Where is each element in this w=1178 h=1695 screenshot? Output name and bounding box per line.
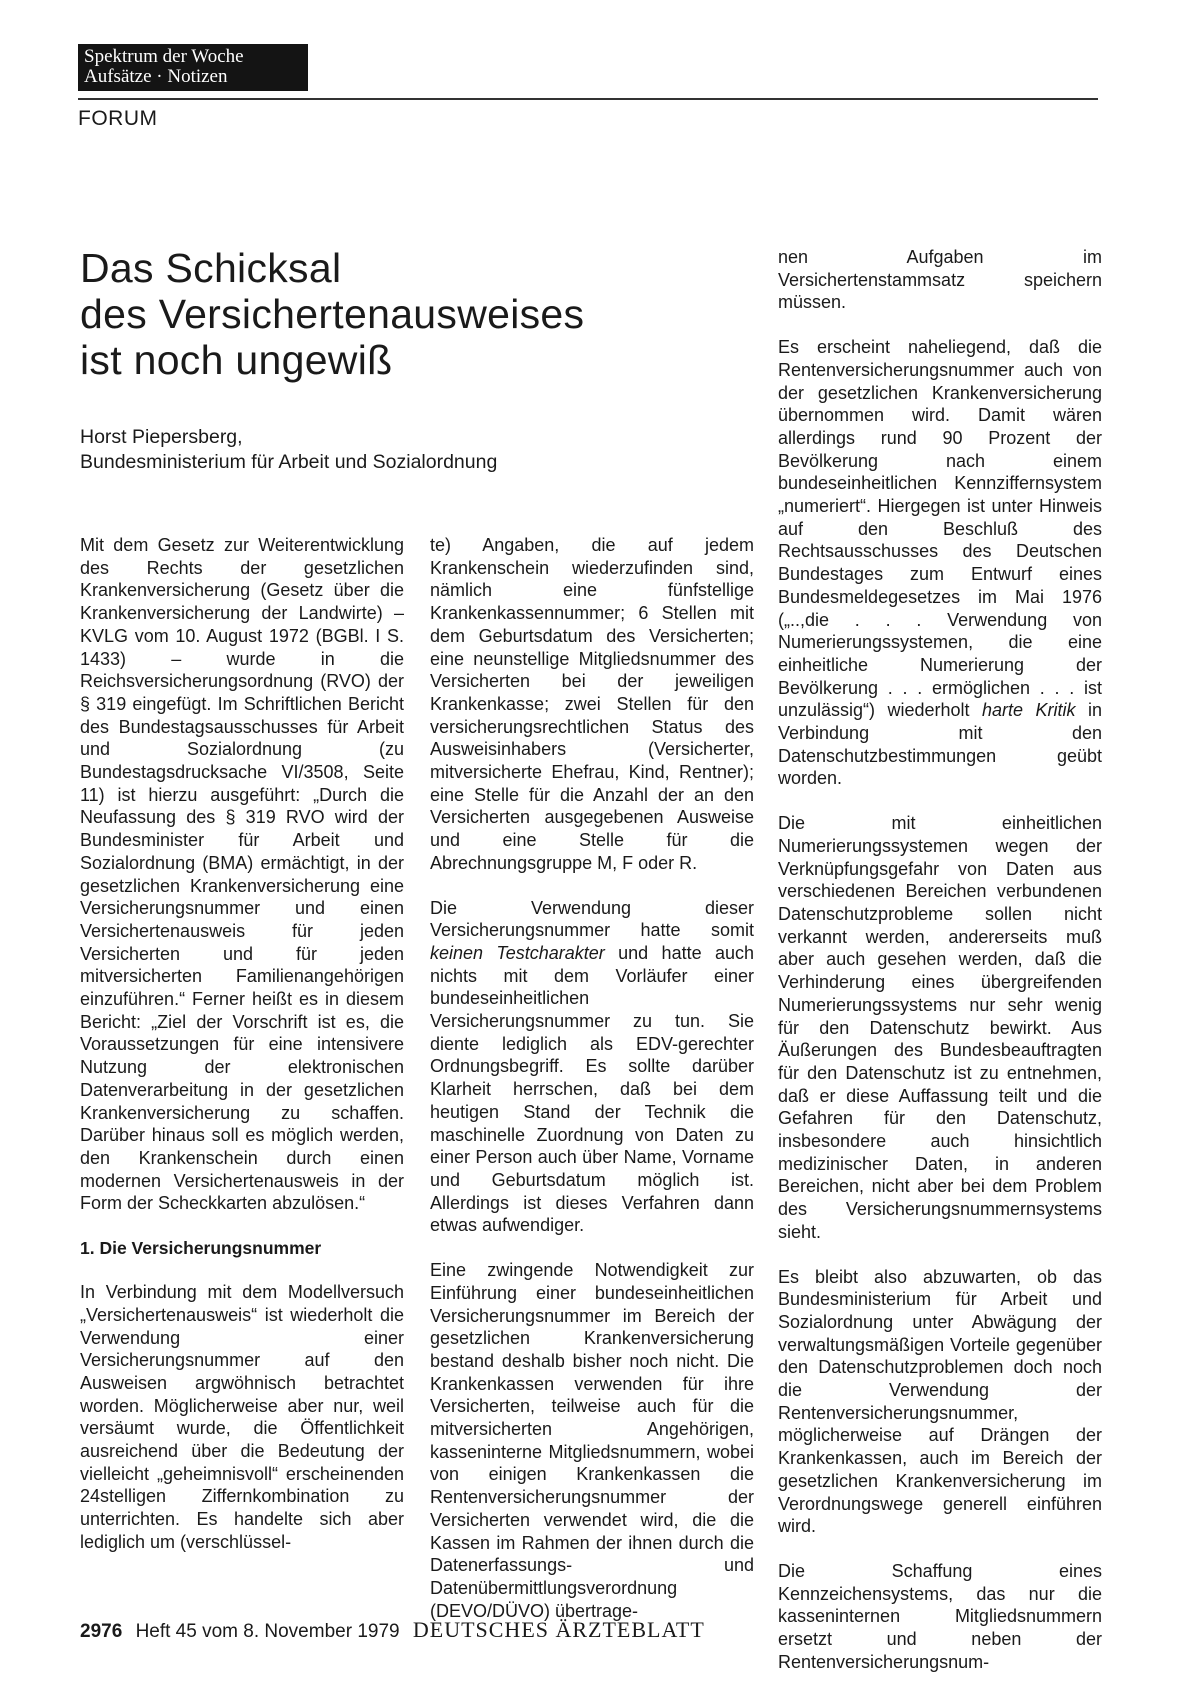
author-affiliation: Bundesministerium für Arbeit und Sozialordnung — [80, 451, 498, 473]
text-run: Die Verwendung dieser Versicherungsnummer hatte somit — [430, 897, 754, 941]
page-footer — [80, 1617, 705, 1643]
journal-name: DEUTSCHES ÄRZTEBLATT — [412, 1617, 705, 1642]
paragraph — [778, 336, 1102, 790]
text-run: in Verbindung mit den Datenschutzbestimmungen geübt worden. — [778, 700, 1103, 789]
column-2 — [430, 534, 754, 1644]
paragraph: Es bleibt also abzuwarten, ob das Bundesministerium für Arbeit und Sozialordnung unter Abwägung der verwaltungsmäßigen Vorteile gegenüber den Datenschutzproblemen doch noch die Verwendung der Rentenversicherungsnummer, möglicherweise auf Drängen der Krankenkassen, auch im Bereich der gesetzlichen Krankenversicherung im Verordnungswege generell einführen wird. — [778, 1266, 1102, 1537]
paragraph: In Verbindung mit dem Modellversuch „Versichertenausweis“ ist wiederholt die Verwendung einer Versicherungsnummer auf den Ausweisen argwöhnisch betrachtet worden. Möglicherweise aber nur, weil versäumt wurde, die Öffentlichkeit ausreichend über die Bedeutung der vielleicht „geheimnisvoll“ erscheinenden 24stelligen Ziffernkombination zu unterrichten. Es handelte sich aber lediglich um (verschlüssel- — [80, 1282, 404, 1552]
header-rule — [78, 98, 1098, 100]
emphasis: harte Kritik — [982, 700, 1076, 721]
section-header-box — [78, 44, 308, 91]
author-block — [80, 425, 497, 475]
title-line-2: des Versichertenausweises — [80, 291, 585, 337]
emphasis: keinen Testcharakter — [430, 942, 605, 963]
paragraph: Mit dem Gesetz zur Weiterentwicklung des Rechts der gesetzlichen Krankenversicherung (Gesetz über die Krankenversicherung der Landwirte) – KVLG vom 10. August 1972 (BGBl. I S. 1433) – wurde in die Reichsversicherungsordnung (RVO) der § 319 eingefügt. Im Schriftlichen Bericht des Bundestagsausschusses für Arbeit und Sozialordnung (zu Bundestagsdrucksache VI/3508, Seite 11) ist hierzu ausgeführt: „Durch die Neufassung des § 319 RVO wird der Bundesminister für Arbeit und Sozialordnung (BMA) ermächtigt, in der gesetzlichen Krankenversicherung eine Versicherungsnummer und einen Versichertenausweis für jeden Versicherten und für jeden mitversicherten Familienangehörigen einzuführen.“ Ferner heißt es in diesem Bericht: „Ziel der Vorschrift ist es, die Voraussetzungen für eine intensivere Nutzung der elektronischen Datenverarbeitung in der gesetzlichen Krankenversicherung zu schaffen. Darüber hinaus soll es möglich werden, den Krankenschein durch einen modernen Versichertenausweis in der Form der Scheckkarten abzulösen.“ — [80, 535, 404, 1214]
paragraph: Die Schaffung eines Kennzeichensystems, das nur die kasseninternen Mitgliedsnummern ersetzt und neben der Rentenversicherungsnum- — [778, 1560, 1102, 1672]
text-run: Es erscheint naheliegend, daß die Rentenversicherungsnummer auch von der gesetzlichen Krankenversicherung übernommen wird. Damit wären allerdings rund 90 Prozent der Bevölkerung nach einem bundeseinheitlichen Kennziffernsystem „numeriert“. Hiergegen ist unter Hinweis auf den Beschluß des Rechtsausschusses des Deutschen Bundestages zum Entwurf eines Bundesmeldegesetzes im Mai 1976 („..,die . . . Verwendung von Numerierungssystemen, die eine einheitliche Numerierung der Bevölkerung . . . ermöglichen . . . ist unzulässig“) wiederholt — [778, 337, 1102, 721]
title-line-1: Das Schicksal — [80, 245, 342, 291]
paragraph: te) Angaben, die auf jedem Krankenschein wiederzufinden sind, nämlich eine fünfstellige Krankenkassennummer; 6 Stellen mit dem Geburtsdatum des Versicherten; eine neunstellige Mitgliedsnummer des Versicherten bei der jeweiligen Krankenkasse; zwei Stellen für den versicherungsrechtlichen Status des Ausweisinhabers (Versicherter, mitversicherte Ehefrau, Kind, Rentner); eine Stelle für die Anzahl der an den Versicherten ausgegebenen Ausweise und eine Stelle für die Abrechnungsgruppe M, F oder R. — [430, 535, 754, 873]
paragraph: Eine zwingende Notwendigkeit zur Einführung einer bundeseinheitlichen Versicherungsnummer im Bereich der gesetzlichen Krankenversicherung bestand deshalb bisher noch nicht. Die Krankenkassen verwenden für ihre Versicherten, teilweise auch für die mitversicherten Angehörigen, kasseninterne Mitgliedsnummern, wobei von einigen Krankenkassen die Rentenversicherungsnummer der Versicherten verwendet wird, die die Kassen im Rahmen der ihnen durch die Datenerfassungs- und Datenübermittlungsverordnung (DEVO/DÜVO) übertrage- — [430, 1260, 754, 1621]
paragraph: Die mit einheitlichen Numerierungssystemen wegen der Verknüpfungsgefahr von Daten aus verschiedenen Bereichen verbundenen Datenschutzprobleme sollen nicht verkannt werden, andererseits muß aber auch gesehen werden, daß die Verhinderung eines übergreifenden Numerierungssystems nur sehr wenig für den Datenschutz bewirkt. Aus Äußerungen des Bundesbeauftragten für den Datenschutz ist zu entnehmen, daß er diese Auffassung teilt und die Gefahren für den Datenschutz, insbesondere auch hinsichtlich medizinischer Daten, in anderen Bereichen, nicht aber bei dem Problem des Versicherungsnummernsystems sieht. — [778, 813, 1102, 1242]
column-3 — [778, 246, 1102, 1695]
section-heading: 1. Die Versicherungsnummer — [80, 1238, 322, 1259]
page-number: 2976 — [80, 1621, 123, 1642]
text-run: und hatte auch nichts mit dem Vorläufer einer bundeseinheitlichen Versicherungsnummer zu tun. Sie diente lediglich als EDV-gerechter Ordnungsbegriff. Es sollte darüber Klarheit herrschen, daß bei dem heutigen Stand der Technik die maschinelle Zuordnung von Daten zu einer Person auch über Name, Vorname und Geburtsdatum möglich ist. Allerdings ist dieses Verfahren dann etwas aufwendiger. — [430, 942, 754, 1236]
article-title — [80, 245, 584, 383]
header-line-1: Spektrum der Woche — [84, 46, 244, 67]
section-label: FORUM — [78, 107, 158, 130]
column-1 — [80, 534, 404, 1576]
title-line-3: ist noch ungewiß — [80, 337, 393, 383]
paragraph — [430, 897, 754, 1238]
issue-info: Heft 45 vom 8. November 1979 — [135, 1621, 400, 1642]
header-line-2: Aufsätze · Notizen — [84, 66, 228, 87]
author-name: Horst Piepersberg, — [80, 426, 243, 448]
paragraph: nen Aufgaben im Versichertenstammsatz speichern müssen. — [778, 247, 1102, 313]
